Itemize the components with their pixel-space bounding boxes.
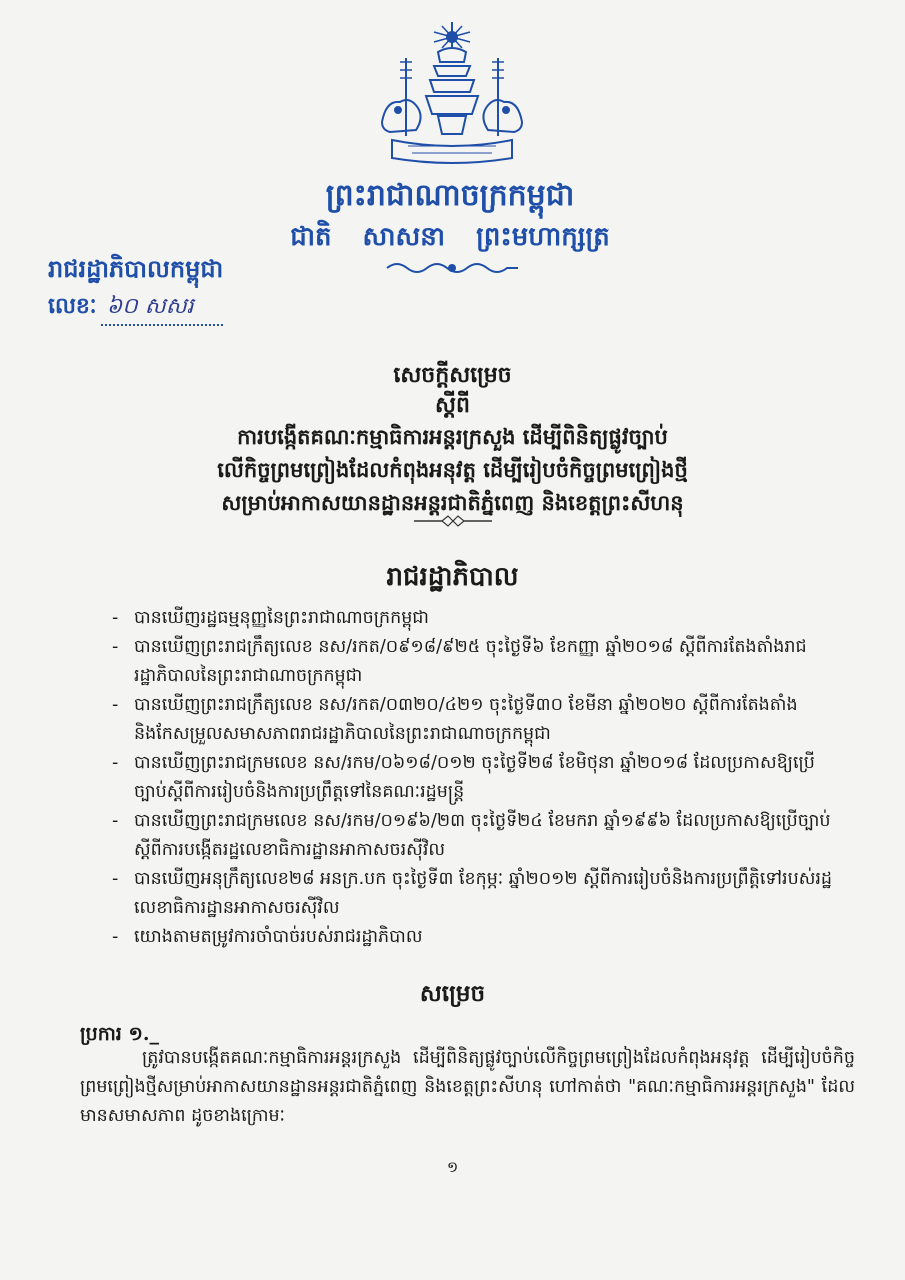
decision-title-block [150, 360, 755, 519]
page-number: ១ [446, 1158, 459, 1176]
article-title: ប្រការ ១._ [80, 1023, 159, 1045]
preamble-item: - យោងតាមតម្រូវការចាំបាច់របស់រាជរដ្ឋាភិបាល [112, 927, 423, 947]
preamble-item: - បានឃើញព្រះរាជក្រឹត្យលេខ នស/រកត/០៩១៨/៩២៥ ចុះថ្ងៃទី៦ ខែកញ្ញា ឆ្នាំ២០១៨ ស្តីពីការតែងតាំងរាជរដ្ឋាភិបាលនៃព្រះរាជាណាចក្រកម្ពុជា [112, 637, 807, 686]
preamble-item: - បានឃើញព្រះរាជក្រមលេខ នស/រកម/០១៩៦/២៣ ចុះថ្ងៃទី២៤ ខែមករា ឆ្នាំ១៩៩៦ ដែលប្រកាសឱ្យប្រើច្បាប់ស្តីពីការបង្កើតរដ្ឋលេខាធិការដ្ឋានអាកាសចរស៊ីវិល [112, 811, 831, 860]
reference-label: លេខៈ [48, 293, 97, 319]
decision-subject-line: ការបង្កើតគណៈកម្មាធិការអន្តរក្រសួង ដើម្បីពិនិត្យផ្លូវច្បាប់ [237, 424, 668, 449]
reference-line [48, 292, 223, 326]
preamble-item-text: បានឃើញរដ្ឋធម្មនុញ្ញនៃព្រះរាជាណាចក្រកម្ពុជា [134, 608, 429, 628]
preamble-item-text: បានឃើញព្រះរាជក្រមលេខ នស/រកម/០៦១៨/០១២ ចុះថ្ងៃទី២៨ ខែមិថុនា ឆ្នាំ២០១៨ ដែលប្រកាសឱ្យប្រើច្បាប់ស្តីពីការរៀបចំនិងការប្រព្រឹត្តទៅនៃគណៈរដ្ឋមន្ត្រី [134, 753, 815, 802]
decision-title: សេចក្តីសម្រេច [393, 362, 512, 388]
motto-ornament-icon [385, 258, 520, 278]
decision-subject-line: សម្រាប់អាកាសយានដ្ឋានអន្តរជាតិភ្នំពេញ និងខេត្តព្រះសីហនុ [221, 490, 684, 515]
royal-emblem-icon [372, 18, 532, 168]
preamble-item-text: បានឃើញព្រះរាជក្រឹត្យលេខ នស/រកត/០៩១៨/៩២៥ ចុះថ្ងៃទី៦ ខែកញ្ញា ឆ្នាំ២០១៨ ស្តីពីការតែងតាំងរាជរដ្ឋាភិបាលនៃព្រះរាជាណាចក្រកម្ពុជា [134, 637, 807, 686]
preamble-item-text: បានឃើញព្រះរាជក្រមលេខ នស/រកម/០១៩៦/២៣ ចុះថ្ងៃទី២៤ ខែមករា ឆ្នាំ១៩៩៦ ដែលប្រកាសឱ្យប្រើច្បាប់ស្តីពីការបង្កើតរដ្ឋលេខាធិការដ្ឋានអាកាសចរស៊ីវិល [134, 811, 831, 860]
preamble-item-text: បានឃើញព្រះរាជក្រឹត្យលេខ នស/រកត/០៣២០/៤២១ ចុះថ្ងៃទី៣០ ខែមីនា ឆ្នាំ២០២០ ស្តីពីការតែងតាំងនិងកែសម្រួលសមាសភាពរាជរដ្ឋាភិបាលនៃព្រះរាជាណាចក្រកម្ពុជា [134, 695, 798, 744]
preamble-list [112, 604, 842, 952]
preamble-item: - បានឃើញរដ្ឋធម្មនុញ្ញនៃព្រះរាជាណាចក្រកម្ពុជា [112, 608, 429, 628]
kingdom-title: ព្រះរាជាណាចក្រកម្ពុជា [325, 178, 575, 213]
divider-ornament-icon [412, 514, 494, 528]
decision-about: ស្តីពី [435, 392, 470, 418]
preamble-item-text: យោងតាមតម្រូវការចាំបាច់របស់រាជរដ្ឋាភិបាល [134, 927, 423, 947]
preamble-item-text: បានឃើញអនុក្រឹត្យលេខ២៨ អនក្រ.បក ចុះថ្ងៃទី៣ ខែកុម្ភៈ ឆ្នាំ២០១២ ស្តីពីការរៀបចំនិងការប្រព្រឹត្តិទៅរបស់រដ្ឋលេខាធិការដ្ឋានអាកាសចរស៊ីវិល [134, 869, 833, 918]
section-heading-government: រាជរដ្ឋាភិបាល [386, 562, 519, 592]
preamble-item: - បានឃើញព្រះរាជក្រមលេខ នស/រកម/០៦១៨/០១២ ចុះថ្ងៃទី២៨ ខែមិថុនា ឆ្នាំ២០១៨ ដែលប្រកាសឱ្យប្រើច្បាប់ស្តីពីការរៀបចំនិងការប្រព្រឹត្តទៅនៃគណៈរដ្ឋមន្ត្រី [112, 753, 815, 802]
article-body: ត្រូវបានបង្កើតគណៈកម្មាធិការអន្តរក្រសួង ដើម្បីពិនិត្យផ្លូវច្បាប់លើកិច្ចព្រមព្រៀងដែលកំពុងអនុវត្ត ដើម្បីរៀបចំកិច្ចព្រមព្រៀងថ្មីសម្រាប់អាកាសយានដ្ឋានអន្តរជាតិភ្នំពេញ និងខេត្តព្រះសីហនុ ហៅកាត់ថា "គណៈកម្មាធិការអន្តរក្រសួង" ដែលមានសមាសភាព ដូចខាងក្រោមៈ [80, 1048, 855, 1126]
decision-subject-line: លើកិច្ចព្រមព្រៀងដែលកំពុងអនុវត្ត ដើម្បីរៀបចំកិច្ចព្រមព្រៀងថ្មី [217, 457, 688, 482]
issuing-government: រាជរដ្ឋាភិបាលកម្ពុជា [48, 254, 224, 283]
national-motto: ជាតិ សាសនា ព្រះមហាក្សត្រ [290, 222, 610, 252]
preamble-item: - បានឃើញព្រះរាជក្រឹត្យលេខ នស/រកត/០៣២០/៤២១ ចុះថ្ងៃទី៣០ ខែមីនា ឆ្នាំ២០២០ ស្តីពីការតែងតាំងនិងកែសម្រួលសមាសភាពរាជរដ្ឋាភិបាលនៃព្រះរាជាណាចក្រកម្ពុជា [112, 695, 798, 744]
reference-number: ៦០ សសរ [101, 292, 223, 326]
decide-heading: សម្រេច [419, 980, 486, 1007]
preamble-item: - បានឃើញអនុក្រឹត្យលេខ២៨ អនក្រ.បក ចុះថ្ងៃទី៣ ខែកុម្ភៈ ឆ្នាំ២០១២ ស្តីពីការរៀបចំនិងការប្រព្រឹត្តិទៅរបស់រដ្ឋលេខាធិការដ្ឋានអាកាសចរស៊ីវិល [112, 869, 833, 918]
